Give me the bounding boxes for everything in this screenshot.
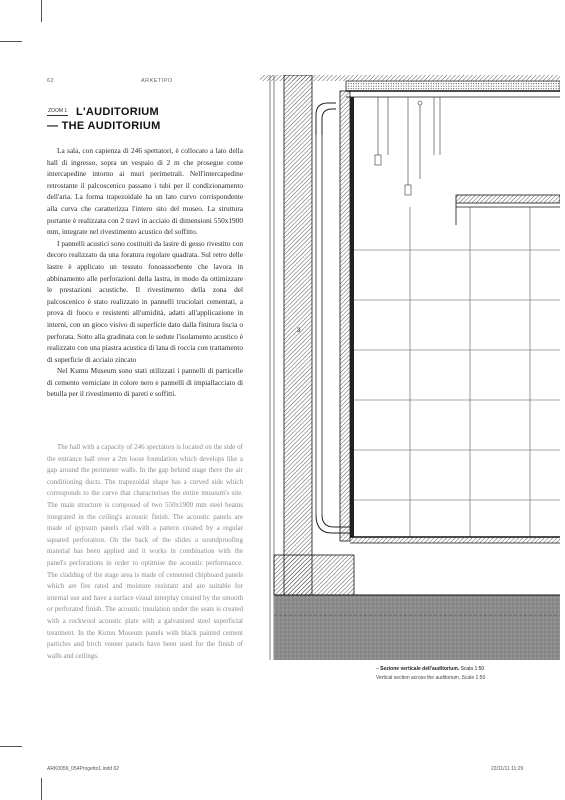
section-drawing	[260, 75, 560, 660]
page-number: 62	[47, 78, 55, 84]
caption-english: Vertical section across the auditorium. Scale 1:50	[376, 675, 486, 681]
crop-mark	[41, 0, 42, 22]
section-name: ARKETIPO	[141, 78, 173, 84]
caption-prefix: –	[376, 666, 379, 672]
body-italian	[47, 145, 243, 400]
caption-scale: Scala 1:50	[460, 666, 485, 672]
title-italian: L'AUDITORIUM	[76, 106, 160, 118]
drawing-label-3: 3	[297, 328, 301, 334]
paragraph: The hall with a capacity of 246 spectators is located on the side of the entrance hall over a 2m loose foundation which develops like a gap around the perimeter walls. In the gap behind stage there the air conditioning ducts. The trapezoidal shape has a curved side which corresponds to the curve that characterises the entire museum's site. The main structure is composed of two 550x1900 mm steel beams integrated in the ceiling's acoustic finish. The acoustic panels are made of gypsum panels clad with a pattern created by a regular squared perforation. On the back of the slides a soundproofing material has been applied and it works in combination with the panel's perforations in order to optimise the acoustic performance. The cladding of the stage area is made of cemented chipboard panels which are fire rated and moisture resistant and are suitable for internal use and have a surface visual interplay created by the smooth or perforated finish. The acoustic insulation under the seats is created with a rockwool acoustic plate with a galvanised steel superficial treatment. In the Kumu Museum panels with black painted cement particles and birch veneer panels have been used for the finish of walls and ceilings.	[47, 443, 243, 660]
crop-mark	[0, 746, 22, 747]
paragraph: I pannelli acustici sono costituiti da lastre di gesso rivestito con decoro realizzato da una foratura regolare quadrata. Sul retro delle lastre è applicato un tessuto fonoassorbente che lavora in abbinamento alle perforazioni della lastra, in modo da ottimizzare le prestazioni acustiche. Il rivestimento della zona del palcoscenico è stato realizzato in pannelli truciolari cementati, a prova di fuoco e resistenti all'umidità, adatti all'applicazione in interni, con un gioco visivo di superficie dato dalla finitura liscia o perforata. Sotto alla gradinata con le sedute l'isolamento acustico è realizzato con una piastra acustica di lana di roccia con trattamento di superficie di acciaio zincato	[47, 238, 243, 364]
title-english: — THE AUDITORIUM	[47, 120, 161, 132]
paragraph: La sala, con capienza di 246 spettatori, è collocato a lato della hall di ingresso, sopra un vespaio di 2 m che prosegue come intercapedine intorno ai muri perimetrali. Nell'intercapedine retrostante il palcoscenico passano i tubi per il condizionamento dell'aria. La forma trapezoidale ha un lato curvo corrispondente alla curva che caratterizza l'intero sito del museo. La struttura portante è realizzata con 2 travi in acciaio di dimensioni 550x1900 mm, integrate nel rivestimento acustico del soffitto.	[47, 146, 243, 237]
body-english	[47, 442, 243, 662]
crop-mark	[0, 41, 22, 42]
caption-italian	[376, 666, 484, 672]
caption-title: Sezione verticale dell'auditorium.	[380, 666, 460, 672]
footer-date: 22/11/11 11:29	[491, 766, 524, 772]
footer-file: ARK0059_054Progetto1.indd 62	[47, 766, 120, 772]
paragraph: Nel Kumu Museum sono stati utilizzati i pannelli di particelle di cemento verniciate in colore nero e pannelli di impiallacciato di betulla per il rivestimento di pareti e soffitti.	[47, 366, 243, 399]
zoom-tag: ZOOM 1	[48, 108, 68, 114]
crop-mark	[41, 778, 42, 800]
